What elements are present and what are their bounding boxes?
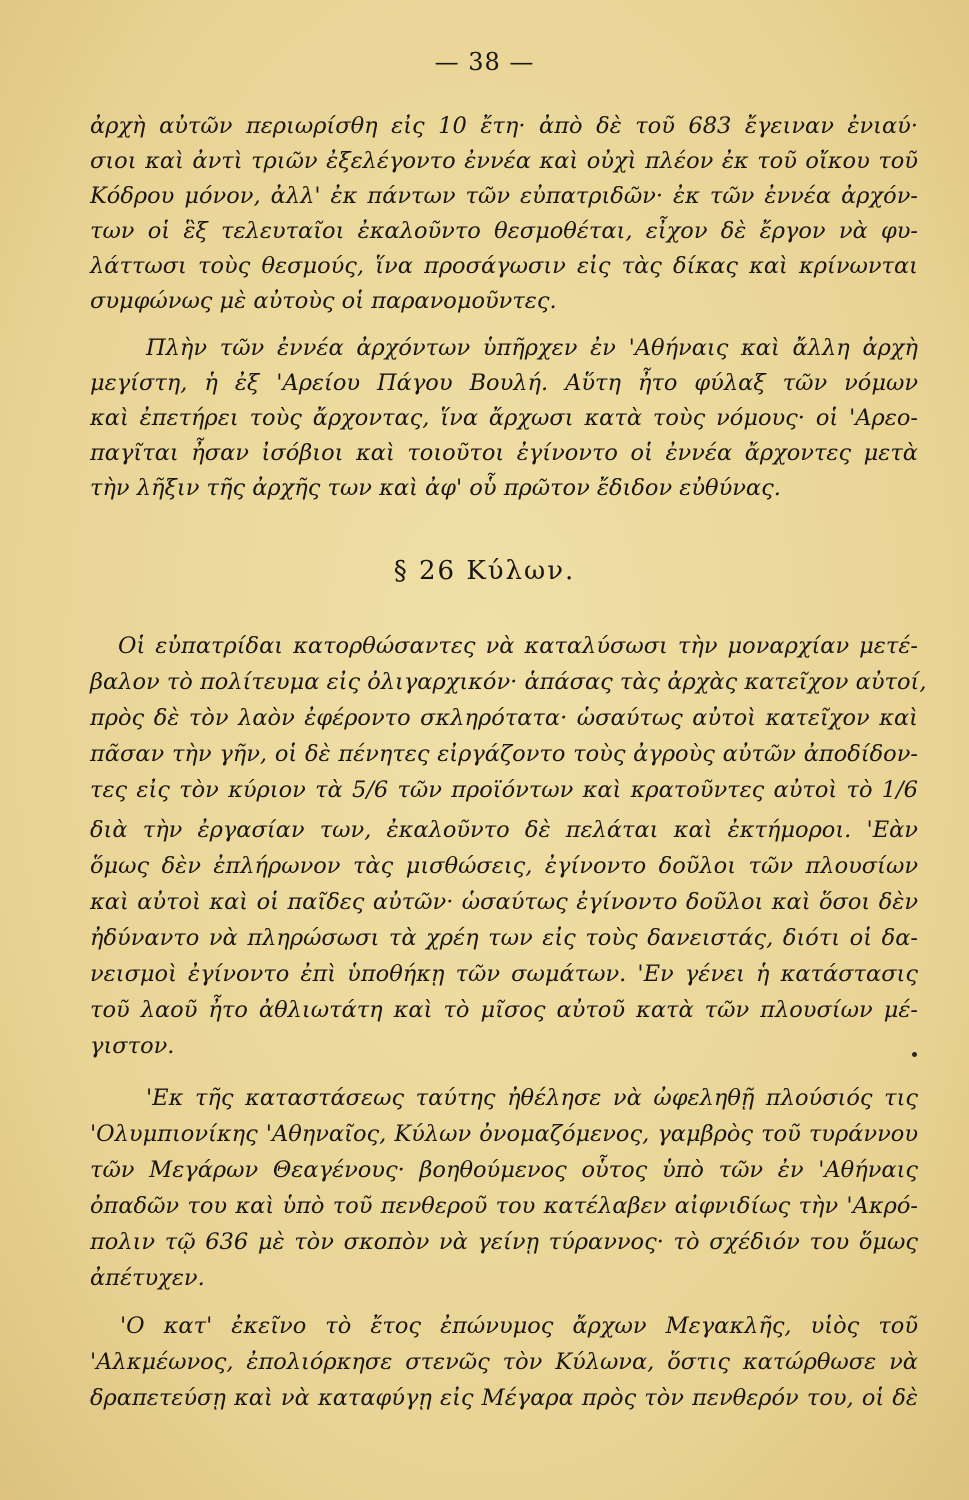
section-heading: § 26 Κύλων. xyxy=(393,556,576,586)
text-line: πολιν τῷ 636 μὲ τὸν σκοπὸν νὰ γείνῃ τύραννος· τὸ σχέδιόν του ὅμως xyxy=(90,1229,918,1255)
text-line: πρὸς δὲ τὸν λαὸν ἐφέροντο σκληρότατα· ὡσαύτως αὐτοὶ κατεῖχον καὶ xyxy=(90,705,918,731)
text-line: σιοι καὶ ἀντὶ τριῶν ἐξελέγοντο ἐννέα καὶ οὐχὶ πλέον ἐκ τοῦ οἴκου τοῦ xyxy=(90,148,918,174)
text-line: Πλὴν τῶν ἐννέα ἀρχόντων ὑπῆρχεν ἐν 'Αθήναις καὶ ἄλλη ἀρχὴ xyxy=(146,335,918,361)
text-line: 'Ο κατ' ἐκεῖνο τὸ ἔτος ἐπώνυμος ἄρχων Μεγακλῆς, υἱὸς τοῦ xyxy=(120,1313,918,1339)
text-line: τὴν λῆξιν τῆς ἀρχῆς των καὶ ἀφ' οὗ πρῶτον ἔδιδον εὐθύνας. xyxy=(90,475,781,501)
text-line: ὀπαδῶν του καὶ ὑπὸ τοῦ πενθεροῦ του κατέλαβεν αἰφνιδίως τὴν 'Ακρό- xyxy=(90,1193,918,1219)
text-line: ἀπέτυχεν. xyxy=(90,1265,205,1291)
text-line: Κόδρου μόνον, ἀλλ' ἐκ πάντων τῶν εὐπατριδῶν· ἐκ τῶν ἐννέα ἀρχόν- xyxy=(90,183,918,209)
text-line: 'Ολυμπιονίκης 'Αθηναῖος, Κύλων ὀνομαζόμενος, γαμβρὸς τοῦ τυράννου xyxy=(90,1121,918,1147)
text-line: 'Αλκμέωνος, ἐπολιόρκησε στενῶς τὸν Κύλωνα, ὅστις κατώρθωσε νὰ xyxy=(90,1349,918,1375)
text-line: πᾶσαν τὴν γῆν, οἱ δὲ πένητες εἰργάζοντο τοὺς ἀγροὺς αὐτῶν ἀποδίδον- xyxy=(90,741,918,767)
text-line: παγῖται ἦσαν ἰσόβιοι καὶ τοιοῦτοι ἐγίνοντο οἱ ἐννέα ἄρχοντες μετὰ xyxy=(90,440,918,466)
text-line: μεγίστη, ἡ ἐξ 'Αρείου Πάγου Βουλή. Αὕτη ἦτο φύλαξ τῶν νόμων xyxy=(90,370,918,396)
text-line: ὅμως δὲν ἐπλήρωνον τὰς μισθώσεις, ἐγίνοντο δοῦλοι τῶν πλουσίων xyxy=(90,853,918,879)
text-line: Οἱ εὐπατρίδαι κατορθώσαντες νὰ καταλύσωσι τὴν μοναρχίαν μετέ- xyxy=(118,633,918,659)
page-number: — 38 — xyxy=(434,48,535,76)
text-line: καὶ ἐπετήρει τοὺς ἄρχοντας, ἵνα ἄρχωσι κατὰ τοὺς νόμους· οἱ 'Αρεο- xyxy=(90,405,918,431)
text-line: γιστον. xyxy=(90,1033,175,1059)
text-line: ἀρχὴ αὐτῶν περιωρίσθη εἰς 10 ἔτη· ἀπὸ δὲ τοῦ 683 ἔγειναν ἐνιαύ· xyxy=(90,113,918,139)
text-line: νεισμοὶ ἐγίνοντο ἐπὶ ὑποθήκῃ τῶν σωμάτων. 'Εν γένει ἡ κατάστασις xyxy=(90,961,918,987)
text-line: ἠδύναντο νὰ πληρώσωσι τὰ χρέη των εἰς τοὺς δανειστάς, διότι οἱ δα- xyxy=(90,925,918,951)
text-line: διὰ τὴν ἐργασίαν των, ἐκαλοῦντο δὲ πελάται καὶ ἐκτήμοροι. 'Εὰν xyxy=(90,817,918,843)
text-line: τοῦ λαοῦ ἦτο ἀθλιωτάτη καὶ τὸ μῖσος αὐτοῦ κατὰ τῶν πλουσίων μέ- xyxy=(90,997,918,1023)
text-line: καὶ αὐτοὶ καὶ οἱ παῖδες αὐτῶν· ὡσαύτως ἐγίνοντο δοῦλοι καὶ ὅσοι δὲν xyxy=(90,889,918,915)
text-line: συμφώνως μὲ αὐτοὺς οἱ παρανομοῦντες. xyxy=(90,288,557,314)
ink-speck xyxy=(912,1052,917,1057)
text-line: δραπετεύσῃ καὶ νὰ καταφύγῃ εἰς Μέγαρα πρὸς τὸν πενθερόν του, οἱ δὲ xyxy=(90,1385,918,1411)
text-line: των οἱ ἓξ τελευταῖοι ἐκαλοῦντο θεσμοθέται, εἶχον δὲ ἔργον νὰ φυ- xyxy=(90,218,918,244)
text-line: λάττωσι τοὺς θεσμούς, ἵνα προσάγωσιν εἰς τὰς δίκας καὶ κρίνωνται xyxy=(90,253,918,279)
text-line: τῶν Μεγάρων Θεαγένους· βοηθούμενος οὗτος ὑπὸ τῶν ἐν 'Αθήναις xyxy=(90,1157,918,1183)
text-line: 'Εκ τῆς καταστάσεως ταύτης ἠθέλησε νὰ ὠφεληθῇ πλούσιός τις xyxy=(146,1085,918,1111)
text-line: τες εἰς τὸν κύριον τὰ 5/6 τῶν προϊόντων καὶ κρατοῦντες αὐτοὶ τὸ 1/6 xyxy=(90,777,918,803)
text-line: βαλον τὸ πολίτευμα εἰς ὀλιγαρχικόν· ἁπάσας τὰς ἀρχὰς κατεῖχον αὐτοί, xyxy=(90,669,927,695)
